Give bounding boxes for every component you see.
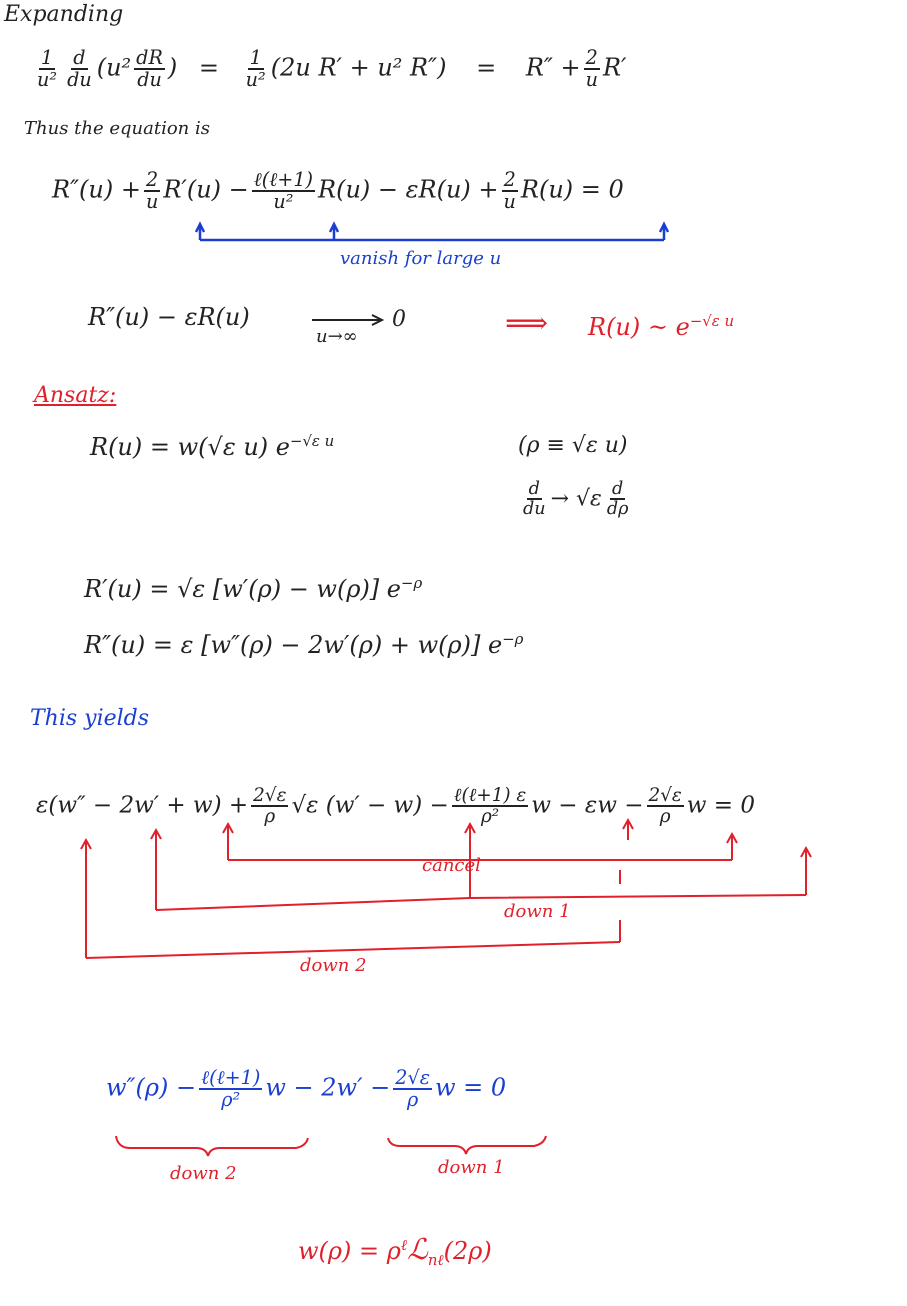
equation-6: R″(u) = ε [w″(ρ) − 2w′(ρ) + w(ρ)] $e^{-\rho}$ [84, 630, 524, 659]
down2-arrows [81, 820, 633, 958]
ansatz-label: Ansatz: [34, 383, 117, 408]
rho-definition: (ρ ≡ √ε u) [518, 433, 628, 458]
heading-expanding: Expanding [4, 2, 124, 27]
implies-arrow: ⟹ [505, 306, 549, 341]
down1-label: down 1 [504, 901, 571, 922]
equation-5: R′(u) = √ε [w′(ρ) − w(ρ)] $e^{-\rho}$ [84, 574, 423, 603]
cancel-label: cancel [422, 855, 481, 876]
equation-2: R″(u) + $\frac{2}{u}$ R′(u) − $\frac{\text{ℓ(ℓ+1)}}{\text{u²}}$ R(u) − εR(u) + $\frac{2}{u}$ R(u) = 0 [52, 168, 624, 214]
brace-label-down2: down 2 [170, 1163, 237, 1184]
equation-3-lhs: R″(u) − εR(u) [88, 303, 250, 331]
down1-arrows [151, 824, 811, 910]
yields-label: This yields [30, 706, 150, 731]
equation-1: $\frac{1}{\text{u²}}$ $\frac{d}{du}$ (u² $\frac{dR}{du}$ ) = $\frac{1}{\text{u²}}$ (2u R′ + u² R″) = R″ + $\frac{2}{u}$ R′ [37, 46, 627, 92]
braces [116, 1136, 546, 1156]
vanish-label: vanish for large u [340, 248, 502, 269]
derivative-rule: $\frac{d}{du}$ → √ε $\frac{d}{d\rho}$ [523, 479, 629, 520]
down2-label: down 2 [300, 955, 367, 976]
limit-arrow [312, 315, 382, 325]
equation-7: ε(w″ − 2w′ + w) + $\frac{2√\varepsilon}{\rho}$ √ε (w′ − w) − $\frac{\text{ℓ(ℓ+1) ε}}{\text{ρ²}}$ w − εw − $\frac{2√\varepsilon}{\rho}$ w = 0 [36, 785, 756, 828]
limit-label: u→∞ [316, 326, 358, 347]
asymptotic-result: R(u) ~ $e^{-√\varepsilon u}$ [588, 312, 735, 341]
equation-4: R(u) = w(√ε u) $e^{-√\varepsilon u}$ [90, 432, 335, 461]
brace-label-down1: down 1 [438, 1157, 505, 1178]
limit-value: 0 [392, 307, 406, 332]
equation-9: $w(\rho) = \rho^\ell ℒ_{n\ell}(2\rho)$ [298, 1232, 492, 1269]
thus-text: Thus the equation is [24, 118, 210, 139]
equation-8: w″(ρ) − $\frac{\text{ℓ(ℓ+1)}}{\text{ρ²}}$ w − 2w′ − $\frac{2√\varepsilon}{\rho}$ w = 0 [106, 1066, 507, 1112]
vanish-bracket [196, 224, 668, 240]
